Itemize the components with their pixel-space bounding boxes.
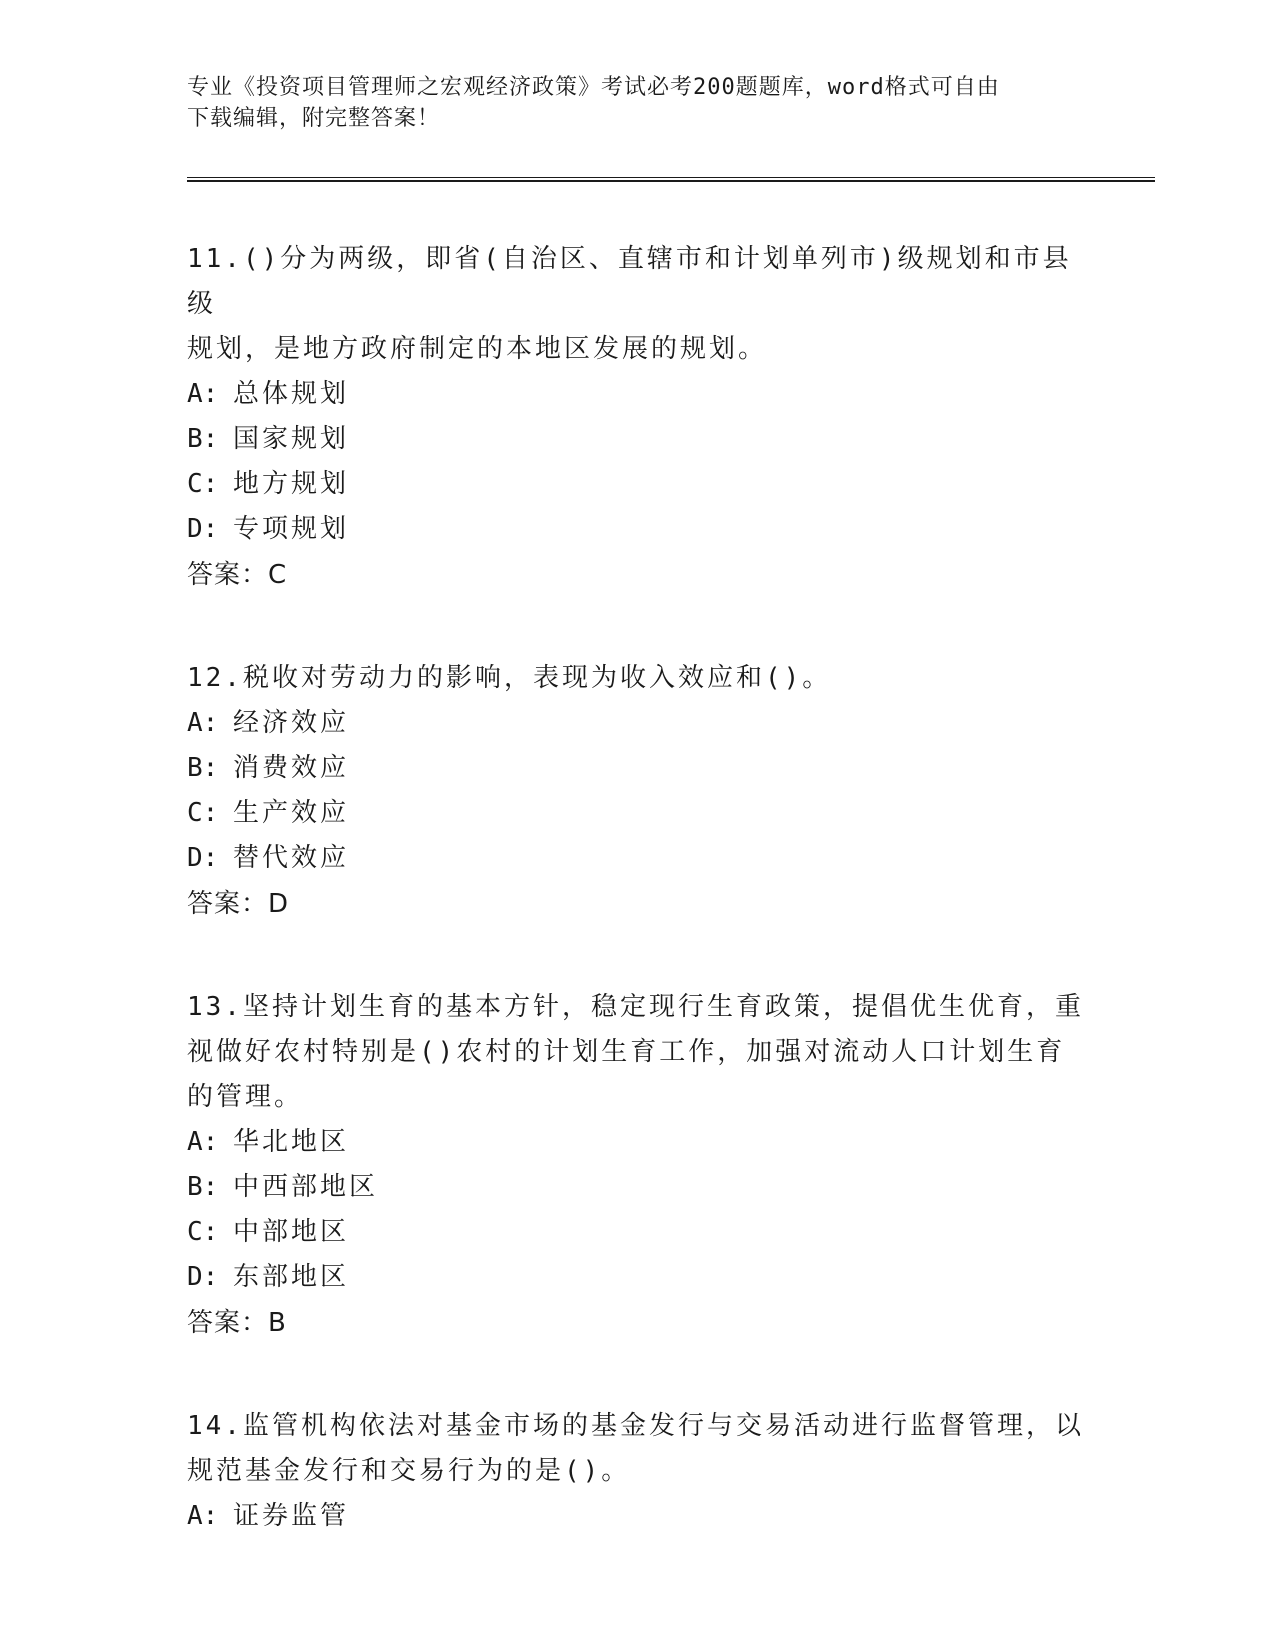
option-letter: B: xyxy=(187,1172,219,1202)
document-header xyxy=(187,72,1077,134)
option-letter: D: xyxy=(187,1262,219,1292)
option-text: 中部地区 xyxy=(233,1217,350,1247)
option-text: 生产效应 xyxy=(233,798,350,828)
question-stem xyxy=(187,656,1087,701)
option-d xyxy=(187,507,1087,552)
question-stem xyxy=(187,1404,1087,1494)
stem-line: 规范基金发行和交易行为的是()。 xyxy=(187,1456,631,1486)
option-text: 中西部地区 xyxy=(233,1172,379,1202)
question-14 xyxy=(187,1404,1087,1539)
header-line-2: 下载编辑，附完整答案！ xyxy=(187,106,441,131)
option-text: 总体规划 xyxy=(233,379,350,409)
option-text: 证券监管 xyxy=(233,1501,350,1531)
option-c xyxy=(187,1210,1087,1255)
option-letter: D: xyxy=(187,514,219,544)
stem-line: 规划，是地方政府制定的本地区发展的规划。 xyxy=(187,334,768,364)
header-divider xyxy=(187,177,1155,182)
option-text: 东部地区 xyxy=(233,1262,350,1292)
option-b xyxy=(187,417,1087,462)
option-a xyxy=(187,701,1087,746)
option-letter: D: xyxy=(187,843,219,873)
option-letter: C: xyxy=(187,469,219,499)
option-letter: C: xyxy=(187,1217,219,1247)
option-letter: C: xyxy=(187,798,219,828)
option-b xyxy=(187,1165,1087,1210)
option-text: 经济效应 xyxy=(233,708,350,738)
option-d xyxy=(187,1255,1087,1300)
option-letter: A: xyxy=(187,379,219,409)
option-a xyxy=(187,1494,1087,1539)
option-letter: B: xyxy=(187,424,219,454)
option-c xyxy=(187,791,1087,836)
question-stem xyxy=(187,237,1087,372)
stem-line: 11.()分为两级，即省(自治区、直辖市和计划单列市)级规划和市县级 xyxy=(187,244,1072,319)
option-d xyxy=(187,836,1087,881)
stem-line: 的管理。 xyxy=(187,1082,304,1112)
question-12 xyxy=(187,656,1087,927)
stem-line: 13.坚持计划生育的基本方针，稳定现行生育政策，提倡优生优育，重 xyxy=(187,992,1084,1022)
question-11 xyxy=(187,237,1087,598)
option-letter: A: xyxy=(187,1127,219,1157)
question-stem xyxy=(187,985,1087,1120)
option-text: 消费效应 xyxy=(233,753,350,783)
option-text: 国家规划 xyxy=(233,424,350,454)
option-a xyxy=(187,372,1087,417)
stem-line: 视做好农村特别是()农村的计划生育工作，加强对流动人口计划生育 xyxy=(187,1037,1066,1067)
answer-line: 答案：D xyxy=(187,889,290,919)
answer-line: 答案：C xyxy=(187,560,288,590)
option-text: 专项规划 xyxy=(233,514,350,544)
stem-line: 14.监管机构依法对基金市场的基金发行与交易活动进行监督管理，以 xyxy=(187,1411,1084,1441)
option-letter: A: xyxy=(187,708,219,738)
question-13 xyxy=(187,985,1087,1346)
option-text: 替代效应 xyxy=(233,843,350,873)
option-c xyxy=(187,462,1087,507)
option-text: 地方规划 xyxy=(233,469,350,499)
option-a xyxy=(187,1120,1087,1165)
option-letter: B: xyxy=(187,753,219,783)
answer-line: 答案：B xyxy=(187,1308,287,1338)
option-b xyxy=(187,746,1087,791)
header-line-1: 专业《投资项目管理师之宏观经济政策》考试必考200题题库，word格式可自由 xyxy=(187,75,1000,100)
question-list xyxy=(187,237,1087,1597)
option-letter: A: xyxy=(187,1501,219,1531)
option-text: 华北地区 xyxy=(233,1127,350,1157)
stem-line: 12.税收对劳动力的影响，表现为收入效应和()。 xyxy=(187,663,832,693)
